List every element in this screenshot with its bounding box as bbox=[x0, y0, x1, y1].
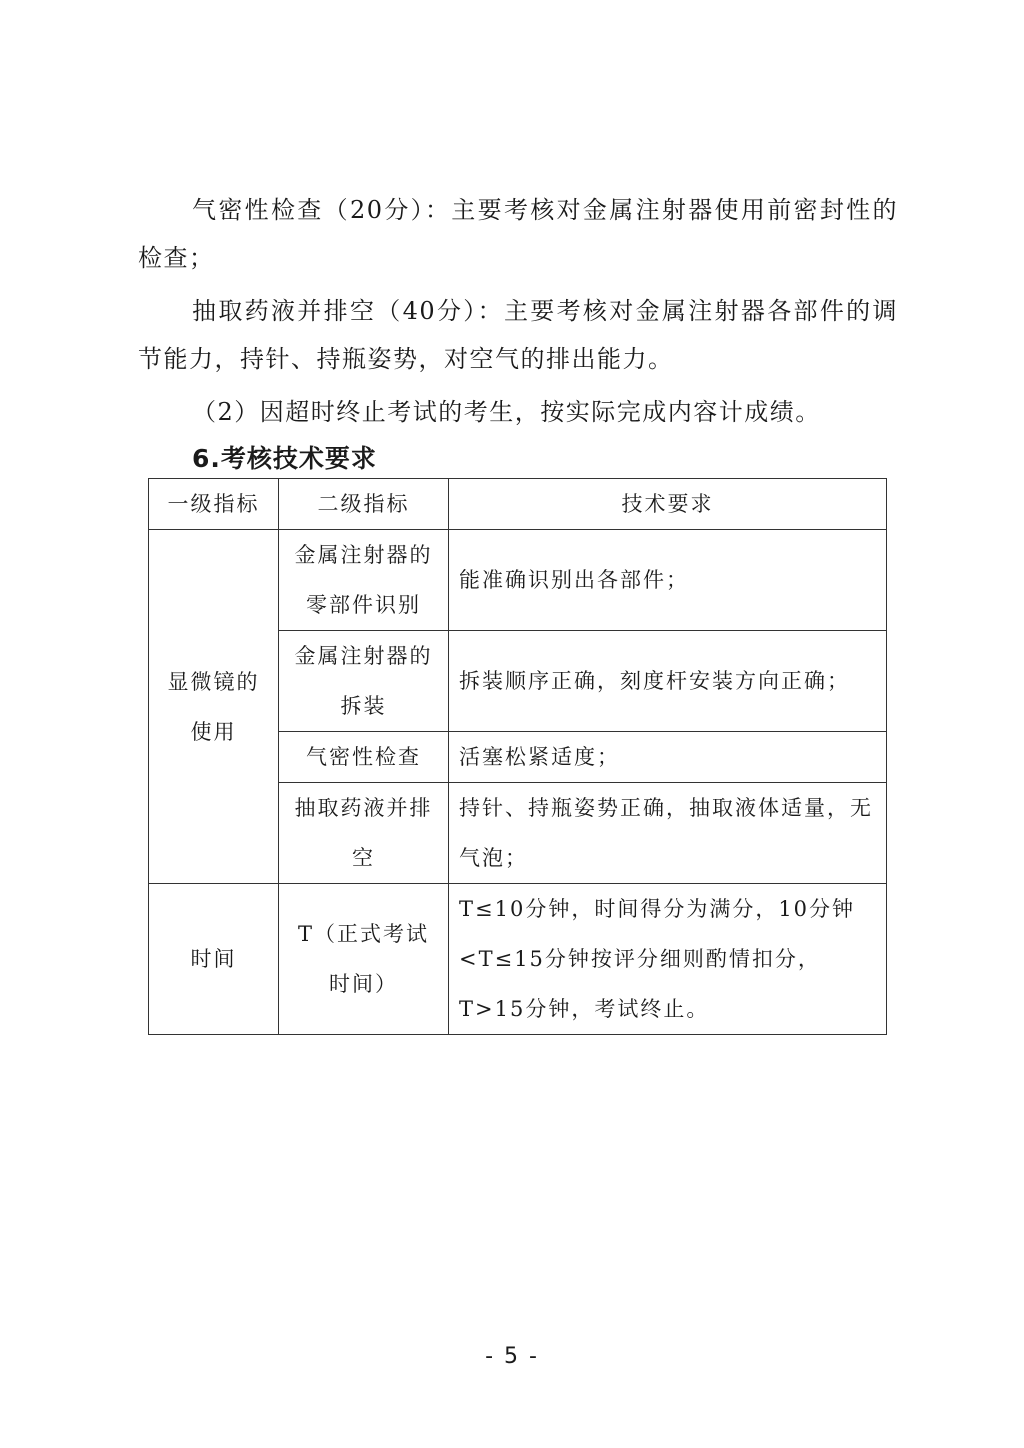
level1-cell: 显微镜的使用 bbox=[149, 530, 279, 884]
level2-cell: 金属注射器的拆装 bbox=[279, 631, 449, 732]
section-heading: 6.考核技术要求 bbox=[192, 444, 377, 473]
level1-cell: 时间 bbox=[149, 884, 279, 1035]
table-row bbox=[149, 884, 887, 1035]
level2-cell: 气密性检查 bbox=[279, 732, 449, 783]
table-row bbox=[149, 530, 887, 631]
paragraph-draw-liquid: 抽取药液并排空（40分）：主要考核对金属注射器各部件的调节能力，持针、持瓶姿势，对空气的排出能力。 bbox=[138, 297, 898, 373]
header-level2: 二级指标 bbox=[279, 479, 449, 530]
level2-cell: T（正式考试时间） bbox=[279, 884, 449, 1035]
level2-cell: 抽取药液并排空 bbox=[279, 783, 449, 884]
requirement-cell: T≤10分钟，时间得分为满分，10分钟<T≤15分钟按评分细则酌情扣分，T>15分钟，考试终止。 bbox=[449, 884, 887, 1035]
paragraph-timeout: （2）因超时终止考试的考生，按实际完成内容计成绩。 bbox=[192, 398, 821, 426]
requirement-cell: 拆装顺序正确，刻度杆安装方向正确； bbox=[449, 631, 887, 732]
requirement-cell: 持针、持瓶姿势正确，抽取液体适量，无气泡； bbox=[449, 783, 887, 884]
header-requirement: 技术要求 bbox=[449, 479, 887, 530]
level2-cell: 金属注射器的零部件识别 bbox=[279, 530, 449, 631]
table-header-row bbox=[149, 479, 887, 530]
page-number: - 5 - bbox=[485, 1344, 539, 1369]
requirement-cell: 能准确识别出各部件； bbox=[449, 530, 887, 631]
header-level1: 一级指标 bbox=[149, 479, 279, 530]
paragraph-airtightness: 气密性检查（20分）：主要考核对金属注射器使用前密封性的检查； bbox=[138, 196, 898, 272]
requirement-cell: 活塞松紧适度； bbox=[449, 732, 887, 783]
requirements-table bbox=[148, 478, 887, 1035]
